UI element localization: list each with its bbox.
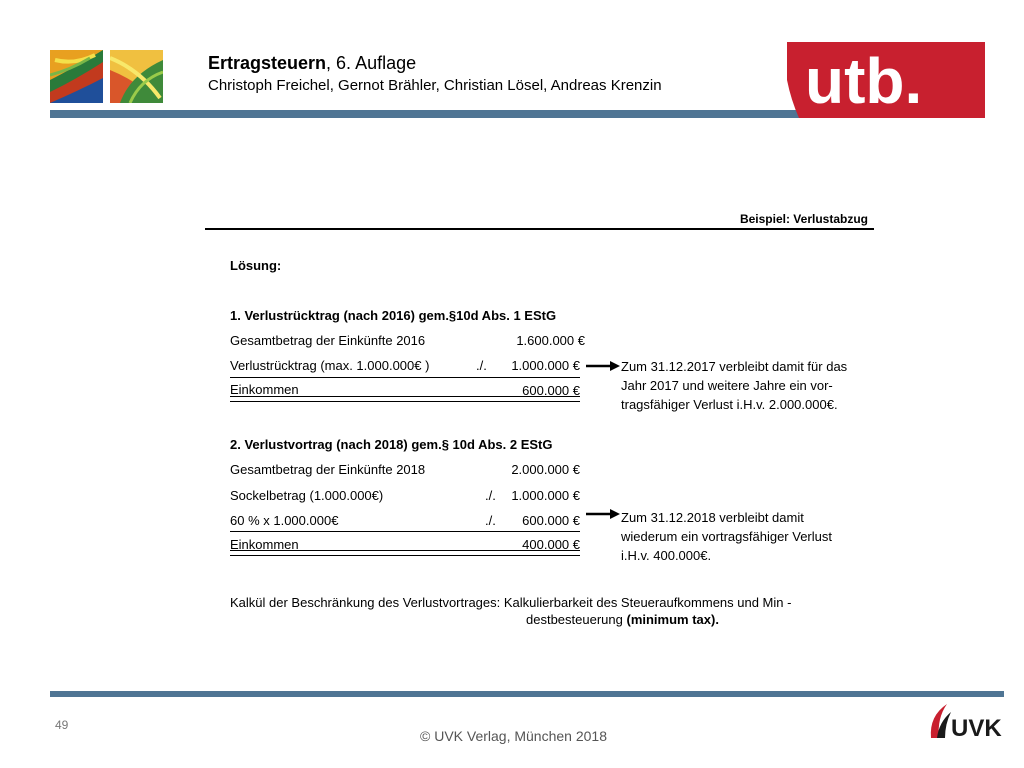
part1-total-double-rule — [230, 396, 580, 402]
part2-arrow-icon — [586, 508, 620, 520]
book-title — [208, 53, 416, 74]
part1-row2-amount: 1.000.000 € — [511, 358, 580, 373]
uvk-logo-text: UVK — [951, 715, 1002, 742]
cover-thumbnail-2 — [110, 50, 163, 103]
part2-heading: 2. Verlustvortrag (nach 2018) gem.§ 10d Abs. 2 EStG — [230, 437, 553, 452]
utb-logo — [785, 40, 987, 120]
book-authors: Christoph Freichel, Gernot Brähler, Christian Lösel, Andreas Krenzin — [208, 77, 662, 94]
part1-note-line: tragsfähiger Verlust i.H.v. 2.000.000€. — [621, 397, 838, 412]
section-title: Beispiel: Verlustabzug — [739, 212, 868, 226]
part2-note-line: Zum 31.12.2018 verbleibt damit — [621, 510, 804, 525]
uvk-logo — [925, 702, 1005, 742]
page-number: 49 — [55, 718, 69, 732]
part1-row2-label: Verlustrücktrag (max. 1.000.000€ ) — [230, 358, 430, 373]
part2-row1-label: Gesamtbetrag der Einkünfte 2018 — [230, 462, 426, 477]
part1-result-amount: 600.000 € — [522, 383, 580, 398]
copyright: © UVK Verlag, München 2018 — [420, 728, 607, 744]
book-title-bold: Ertragsteuern — [208, 53, 327, 73]
part2-subtotal-rule — [230, 531, 580, 532]
part1-arrow-icon — [586, 360, 620, 372]
part1-note-line: Zum 31.12.2017 verbleibt damit für das — [621, 359, 848, 374]
part1-subtotal-rule — [230, 377, 580, 378]
part2-total-double-rule — [230, 550, 580, 556]
cover-thumbnail-1 — [50, 50, 103, 103]
part1-note — [621, 357, 847, 414]
part2-result-label: Einkommen — [230, 537, 299, 552]
part2-row2-label: Sockelbetrag (1.000.000€) — [230, 488, 384, 503]
part1-result-label: Einkommen — [230, 382, 299, 397]
part2-row3-operator: ./. — [485, 513, 496, 528]
part1-row1-label: Gesamtbetrag der Einkünfte 2016 — [230, 333, 426, 348]
part2-row2-operator: ./. — [485, 488, 496, 503]
part1-heading: 1. Verlustrücktrag (nach 2016) gem.§10d Abs. 1 EStG — [230, 308, 557, 323]
part2-row1-amount: 2.000.000 € — [511, 462, 580, 477]
part2-note — [621, 508, 832, 565]
part2-row3-label: 60 % x 1.000.000€ — [230, 513, 339, 528]
part2-result-amount: 400.000 € — [522, 537, 580, 552]
part2-note-line: i.H.v. 400.000€. — [621, 548, 712, 563]
conclusion-line2-regular: destbesteuerung — [526, 612, 623, 627]
section-rule — [205, 228, 874, 230]
conclusion-line2 — [526, 612, 719, 627]
part2-row3-amount: 600.000 € — [522, 513, 580, 528]
solution-label: Lösung: — [230, 258, 282, 273]
part1-row1-amount: 1.600.000 € — [516, 333, 585, 348]
part1-note-line: Jahr 2017 und weitere Jahre ein vor- — [621, 378, 833, 393]
conclusion-line1: Kalkül der Beschränkung des Verlustvortrages: Kalkulierbarkeit des Steueraufkommens und Min - — [230, 595, 792, 610]
part2-note-line: wiederum ein vortragsfähiger Verlust — [621, 529, 832, 544]
conclusion-line2-bold: (minimum tax). — [626, 612, 719, 627]
footer-rule — [50, 691, 1004, 697]
part1-row2-operator: ./. — [476, 358, 487, 373]
book-title-edition: , 6. Auflage — [326, 53, 417, 73]
header-rule — [50, 110, 850, 118]
part2-row2-amount: 1.000.000 € — [511, 488, 580, 503]
utb-logo-text: utb. — [805, 45, 923, 117]
